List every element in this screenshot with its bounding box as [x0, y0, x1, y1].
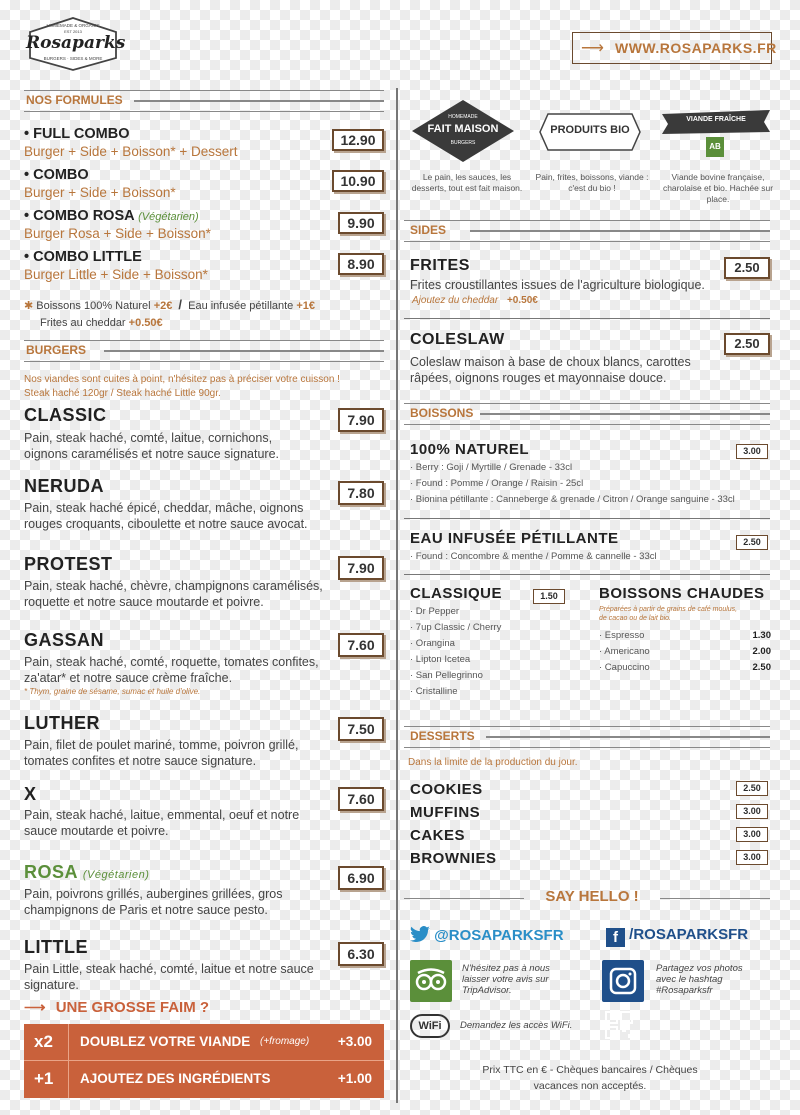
multiplier: +1 — [34, 1069, 54, 1088]
vegetarian-tag: (Végétarien) — [82, 869, 150, 881]
formule-name: • FULL COMBO — [24, 126, 130, 142]
drink-price: 2.00 — [752, 646, 771, 657]
formule-name: • COMBO — [24, 167, 89, 183]
price-badge: 12.90 — [332, 129, 384, 151]
drink-line: · Bionina pétillante : Canneberge & grenade / Citron / Orange sanguine - 33cl — [410, 494, 735, 505]
desc-line: rouges croquants, ciboulette et notre sauce avocat. — [24, 517, 308, 531]
drink-line: · Found : Pomme / Orange / Raisin - 25cl — [410, 478, 584, 489]
side-extra — [412, 295, 538, 306]
desc-line: Pain, steak haché, comté, laitue, cornichons, — [24, 431, 273, 445]
text-line: #Rosaparksfr — [656, 985, 713, 996]
desc-line: Pain, steak haché, laitue, emmental, oeuf et notre — [24, 808, 300, 822]
formules-note-line-1 — [24, 296, 315, 315]
desc-line: Pain, steak haché épicé, cheddar, mâche, oignons — [24, 501, 304, 515]
formules-section-header — [24, 90, 384, 112]
desserts-section-header — [404, 726, 770, 748]
formule-desc: Burger + Side + Boisson* + Dessert — [24, 144, 238, 159]
instagram-icon[interactable] — [602, 960, 644, 1002]
burger-name: X — [24, 784, 37, 804]
logo-name: Rosaparks — [26, 33, 126, 53]
boissons-title: BOISSONS — [410, 406, 474, 420]
badge-produits-bio-text: Pain, frites, boissons, viande : c'est du bio ! — [535, 172, 649, 193]
desserts-tail-line — [486, 736, 770, 738]
price-badge: 7.80 — [338, 481, 384, 505]
desc-line: râpées, oignons rouges et mayonnaise douce. — [410, 371, 667, 385]
price-badge: 7.90 — [338, 408, 384, 432]
price-badge: 3.00 — [736, 444, 768, 459]
burger-name: LITTLE — [24, 937, 88, 957]
drink-line: · Dr Pepper — [410, 606, 460, 617]
burgers-tail-line — [104, 350, 384, 352]
text-line: N'hésitez pas à nous — [462, 963, 550, 974]
boisson-name: BOISSONS CHAUDES — [599, 585, 765, 602]
burger-desc — [24, 654, 319, 697]
chaudes-list — [599, 628, 771, 676]
drink-line: · Lipton Icetea — [410, 654, 471, 665]
price-badge: 1.50 — [533, 589, 565, 604]
price-badge: 2.50 — [736, 535, 768, 550]
formule-desc: Burger Rosa + Side + Boisson* — [24, 226, 211, 241]
extra-price: +0.50€ — [506, 295, 538, 306]
wifi-icon — [410, 1014, 450, 1038]
desserts-title: DESSERTS — [410, 729, 475, 743]
formules-title: NOS FORMULES — [26, 93, 123, 107]
note-text: Eau infusée pétillante — [188, 300, 294, 312]
desc-line: Pain Little, steak haché, comté, laitue et notre sauce — [24, 962, 314, 976]
faim-price: +1.00 — [337, 1071, 372, 1086]
burger-name: PROTEST — [24, 554, 113, 574]
drink-line: · Berry : Goji / Myrtille / Grenade - 33cl — [410, 462, 573, 473]
drink-line: · Found : Concombre & menthe / Pomme & cannelle - 33cl — [410, 551, 657, 562]
price-badge: 3.00 — [736, 827, 768, 842]
badge-fait-maison — [408, 98, 518, 164]
desc-line: roquette et notre sauce moutarde et poivre. — [24, 595, 264, 609]
boissons-divider — [404, 574, 770, 575]
badge-fait-maison-text: Le pain, les sauces, les desserts, tout est fait maison. — [411, 172, 523, 193]
boisson-name: 100% NATUREL — [410, 441, 530, 458]
price-badge: 2.50 — [724, 333, 770, 355]
badge-viande-fraiche-text: Viande bovine française, charolaise et bio. Hachée sur place. — [662, 172, 774, 204]
faim-price: +3.00 — [337, 1034, 372, 1049]
facebook-handle[interactable]: /ROSAPARKSFR — [629, 926, 749, 943]
note-price: +0.50€ — [128, 317, 163, 329]
price-badge: 6.90 — [338, 866, 384, 890]
note-separator: / — [178, 297, 183, 312]
ab-bio-icon — [706, 137, 724, 157]
logo-top-text: HOMEMADE & ORGANIC — [46, 23, 100, 28]
wifi-text: Demandez les accès WiFi. — [460, 1020, 573, 1031]
price-badge: 10.90 — [332, 170, 384, 192]
drink-price: 1.30 — [752, 630, 771, 641]
drink-line: · Orangina — [410, 638, 455, 649]
footer-line: vacances non acceptés. — [533, 1080, 647, 1092]
burger-name: GASSAN — [24, 630, 105, 650]
boisson-lines — [410, 460, 735, 508]
chaudes-row — [599, 628, 771, 644]
website-box[interactable] — [572, 32, 777, 64]
burger-desc — [24, 961, 314, 993]
faim-label: DOUBLEZ VOTRE VIANDE — [80, 1034, 251, 1049]
desc-line: Pain, filet de poulet mariné, tomme, poivron grillé, — [24, 738, 299, 752]
price-badge: 8.90 — [338, 253, 384, 275]
formule-desc: Burger Little + Side + Boisson* — [24, 267, 208, 282]
formule-name: • COMBO LITTLE — [24, 249, 142, 265]
desserts-intro: Dans la limite de la production du jour. — [408, 757, 578, 768]
dessert-name: BROWNIES — [410, 850, 497, 867]
drink-line: · San Pellegrinno — [410, 670, 483, 681]
note-price: +1€ — [296, 300, 316, 312]
desc-line: Pain, steak haché, comté, roquette, tomates confites, — [24, 655, 319, 669]
sides-tail-line — [470, 230, 770, 232]
price-badge: 7.90 — [338, 556, 384, 580]
website-url[interactable]: WWW.ROSAPARKS.FR — [615, 40, 777, 56]
formule-name-row — [24, 208, 199, 224]
burger-name: LUTHER — [24, 713, 100, 733]
instagram-text — [656, 963, 743, 996]
vegetarian-tag: (Végétarien) — [138, 211, 199, 223]
side-desc — [410, 354, 691, 386]
burger-name: NERUDA — [24, 476, 105, 496]
text-line: laisser votre avis sur — [462, 974, 549, 985]
facebook-link[interactable] — [606, 926, 748, 947]
tripadvisor-text — [462, 963, 550, 996]
desc-line: za'atar* et notre sauce crème fraîche. — [24, 671, 233, 685]
desc-line: Pain, poivrons grillés, aubergines grillées, gros — [24, 887, 283, 901]
footer-line: Prix TTC en € - Chèques bancaires / Chèques — [482, 1064, 698, 1076]
chaudes-row — [599, 660, 771, 676]
note-line: de cacao ou de lait bio. — [599, 615, 671, 622]
boissons-section-header — [404, 403, 770, 425]
faim-row-double — [24, 1024, 384, 1061]
badge-produits-bio — [538, 112, 642, 152]
side-desc: Frites croustillantes issues de l'agriculture biologique. — [410, 278, 705, 292]
faim-extra: (+fromage) — [260, 1036, 310, 1047]
burger-desc — [24, 807, 299, 839]
price-badge: 3.00 — [736, 804, 768, 819]
qr-code-icon — [604, 1010, 634, 1040]
desc-line: Pain, steak haché, chèvre, champignons caramélisés, — [24, 579, 323, 593]
drink-name: · Americano — [599, 646, 650, 657]
note-text: Boissons 100% Naturel — [36, 300, 151, 312]
website-arrow: ⟶ — [581, 40, 604, 57]
badge-main: FAIT MAISON — [427, 123, 499, 135]
badge-bottom: BURGERS — [450, 140, 476, 146]
tripadvisor-icon[interactable] — [410, 960, 452, 1002]
badge-viande-fraiche — [662, 110, 770, 166]
price-badge: 2.50 — [724, 257, 770, 279]
chaudes-row — [599, 644, 771, 660]
formules-tail-line — [134, 100, 384, 102]
text-line: avec le hashtag — [656, 974, 723, 985]
badge-main: VIANDE FRAÎCHE — [686, 116, 746, 123]
desc-line: Coleslaw maison à base de choux blancs, carottes — [410, 355, 691, 369]
price-badge: 3.00 — [736, 850, 768, 865]
twitter-icon — [410, 926, 430, 942]
price-badge: 6.30 — [338, 942, 384, 966]
logo — [26, 16, 126, 72]
burger-desc — [24, 578, 323, 610]
formule-desc: Burger + Side + Boisson* — [24, 185, 176, 200]
price-badge: 7.60 — [338, 787, 384, 811]
drink-price: 2.50 — [752, 662, 771, 673]
multiplier: x2 — [34, 1032, 53, 1051]
note-text: Frites au cheddar — [40, 317, 126, 329]
boissons-tail-line — [480, 413, 770, 415]
grosse-faim-heading — [24, 998, 209, 1016]
text-line: Partagez vos photos — [656, 963, 743, 974]
desc-line: oignons caramélisés et notre sauce signature. — [24, 447, 280, 461]
boisson-lines — [410, 604, 501, 700]
note-line: Préparées à partir de grains de café moulus, — [599, 606, 738, 613]
logo-bottom-text: BURGERS · SIDES & MORE — [43, 56, 103, 61]
burger-desc — [24, 737, 298, 769]
say-hello-right-line — [660, 898, 770, 899]
boisson-name: CLASSIQUE — [410, 585, 503, 602]
desc-line: signature. — [24, 978, 79, 992]
burger-desc — [24, 500, 308, 532]
desc-line: sauce moutarde et poivre. — [24, 824, 169, 838]
burgers-intro — [24, 373, 340, 401]
say-hello-title: SAY HELLO ! — [545, 888, 639, 905]
sides-title: SIDES — [410, 223, 447, 237]
facebook-icon: f — [606, 928, 625, 947]
arrow-icon: ⟶ — [24, 999, 46, 1016]
formules-note-line-2 — [24, 315, 315, 332]
boisson-lines — [410, 549, 657, 565]
dessert-name: MUFFINS — [410, 804, 481, 821]
ab-label: AB — [709, 142, 721, 151]
sides-divider — [404, 318, 770, 319]
footer-note — [470, 1062, 710, 1094]
formules-note — [24, 296, 315, 332]
dessert-name: CAKES — [410, 827, 466, 844]
drink-name: · Capuccino — [599, 662, 650, 673]
column-divider — [396, 88, 398, 1103]
extra-text: Ajoutez du cheddar — [412, 295, 499, 306]
price-badge: 7.50 — [338, 717, 384, 741]
desc-footnote: * Thym, graine de sésame, sumac et huile d'olive. — [24, 687, 201, 696]
drink-line: · Cristalline — [410, 686, 458, 697]
drink-line: · 7up Classic / Cherry — [410, 622, 502, 633]
burger-desc — [24, 430, 279, 462]
boissons-divider — [404, 518, 770, 519]
text-line: TripAdvisor. — [462, 985, 512, 996]
desc-line: tomates confites et notre sauce signature. — [24, 754, 257, 768]
faim-label: AJOUTEZ DES INGRÉDIENTS — [80, 1071, 271, 1086]
price-badge: 7.60 — [338, 633, 384, 657]
twitter-handle[interactable]: @ROSAPARKSFR — [434, 927, 564, 944]
wifi-label: WiFi — [418, 1020, 442, 1032]
side-name: COLESLAW — [410, 331, 505, 348]
badge-main: PRODUITS BIO — [550, 124, 630, 136]
burgers-intro-line-2: Steak haché 120gr / Steak haché Little 90gr. — [24, 388, 221, 399]
say-hello-left-line — [404, 898, 524, 899]
burger-name: CLASSIC — [24, 405, 107, 425]
asterisk-icon: ✱ — [24, 300, 34, 312]
formule-name: • COMBO ROSA — [24, 208, 135, 224]
drink-name: · Espresso — [599, 630, 645, 641]
twitter-link[interactable] — [410, 926, 564, 944]
chaudes-note — [599, 605, 737, 623]
sides-section-header — [404, 220, 770, 242]
burgers-intro-line-1: Nos viandes sont cuites à point, n'hésitez pas à préciser votre cuisson ! — [24, 374, 340, 385]
burgers-section-header — [24, 340, 384, 362]
grosse-faim-title: UNE GROSSE FAIM ? — [55, 999, 210, 1016]
burger-name-row — [24, 862, 149, 883]
desc-line: champignons de Paris et notre sauce pesto. — [24, 903, 268, 917]
dessert-name: COOKIES — [410, 781, 483, 798]
grosse-faim-box — [24, 1024, 384, 1098]
burgers-title: BURGERS — [26, 343, 87, 357]
badge-top: HOMEMADE — [448, 114, 478, 120]
price-badge: 9.90 — [338, 212, 384, 234]
burger-name: ROSA — [24, 862, 78, 882]
boisson-name: EAU INFUSÉE PÉTILLANTE — [410, 530, 619, 547]
side-name: FRITES — [410, 257, 470, 274]
logo-est-text: EST 2013 — [64, 29, 82, 34]
burger-desc — [24, 886, 282, 918]
price-badge: 2.50 — [736, 781, 768, 796]
faim-row-ingredients — [24, 1061, 384, 1098]
note-price: +2€ — [153, 300, 173, 312]
